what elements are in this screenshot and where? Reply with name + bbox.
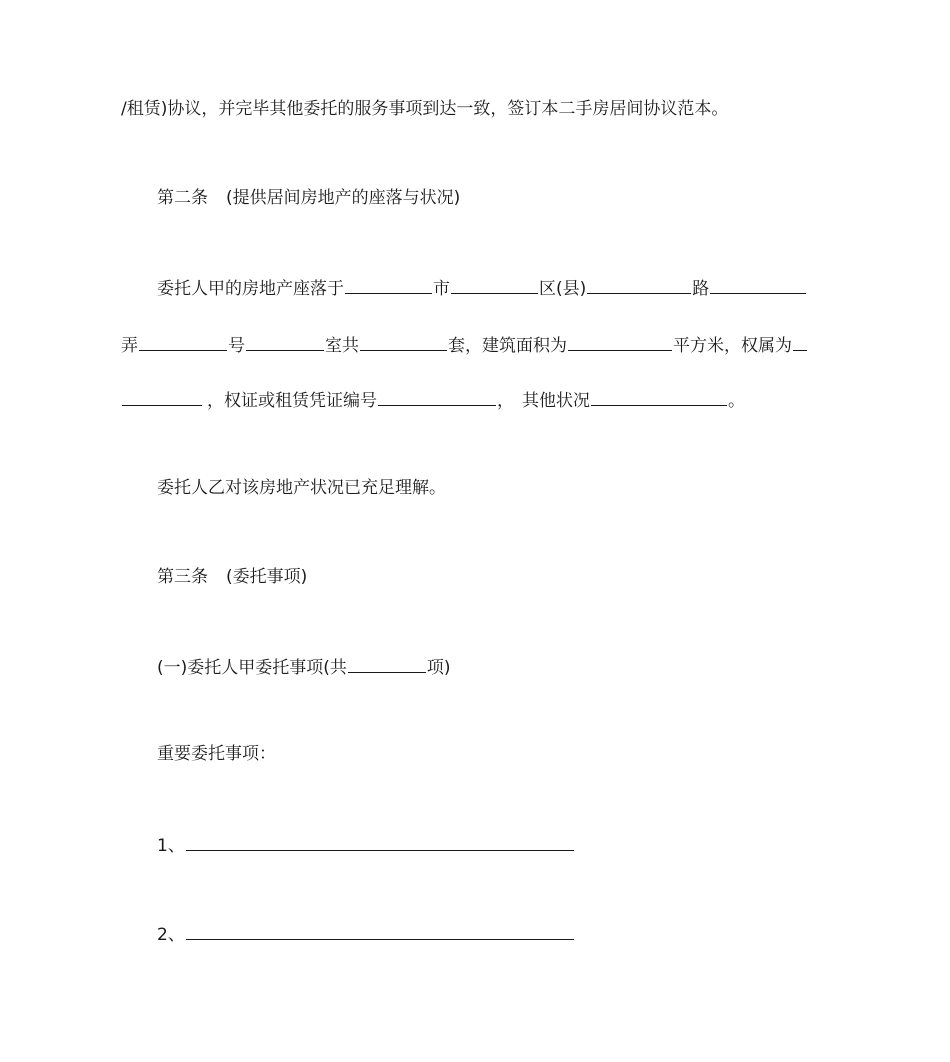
text-items: 项)	[426, 658, 451, 678]
blank-number[interactable]	[139, 333, 227, 351]
matter-item-2	[157, 922, 575, 944]
text-number: 号	[228, 336, 245, 356]
text-location-intro: 委托人甲的房地产座落于	[157, 279, 344, 299]
text-comma: ，	[497, 391, 514, 411]
text-road: 路	[692, 279, 710, 299]
article-2-subtitle: (提供居间房地产的座落与状况)	[226, 188, 461, 208]
text-other-status: 其他状况	[522, 391, 590, 411]
text-building-area: 套，建筑面积为	[448, 336, 567, 356]
text-party-a-matters: (一)委托人甲委托事项(共	[157, 658, 347, 678]
blank-ownership-start[interactable]	[793, 333, 807, 351]
property-detail-line	[121, 333, 808, 355]
blank-district[interactable]	[451, 276, 538, 294]
blank-road[interactable]	[587, 276, 691, 294]
blank-matter-count[interactable]	[348, 655, 426, 673]
article-3-title: 第三条	[157, 567, 208, 587]
blank-certificate-number[interactable]	[378, 388, 496, 406]
blank-item-1[interactable]	[186, 833, 574, 851]
paragraph-continuation: /租赁)协议，并完毕其他委托的服务事项到达一致，签订本二手房居间协议范本。	[121, 99, 729, 119]
item-2-number: 2、	[157, 925, 185, 945]
blank-area[interactable]	[568, 333, 672, 351]
blank-lane[interactable]	[710, 276, 806, 294]
article-2-title: 第二条	[157, 188, 208, 208]
blank-city[interactable]	[345, 276, 432, 294]
certificate-line	[121, 388, 745, 410]
blank-other-status[interactable]	[591, 388, 727, 406]
text-room-total: 室共	[325, 336, 359, 356]
text-city: 市	[433, 279, 450, 299]
article-2-heading	[157, 187, 460, 209]
blank-ownership[interactable]	[122, 388, 202, 406]
party-b-understanding: 委托人乙对该房地产状况已充足理解。	[157, 478, 446, 498]
party-a-matters-line	[157, 655, 451, 677]
blank-item-2[interactable]	[186, 922, 574, 940]
property-location-line	[157, 276, 807, 298]
text-certificate: ，权证或租赁凭证编号	[207, 391, 377, 411]
text-period: 。	[728, 391, 745, 411]
text-district: 区(县)	[539, 279, 587, 299]
blank-sets[interactable]	[360, 333, 447, 351]
main-matters-heading: 重要委托事项：	[157, 744, 276, 764]
text-lane: 弄	[121, 336, 138, 356]
article-3-heading	[157, 566, 307, 588]
item-1-number: 1、	[157, 836, 185, 856]
matter-item-1	[157, 833, 575, 855]
blank-room[interactable]	[246, 333, 324, 351]
text-ownership: 平方米，权属为	[673, 336, 792, 356]
article-3-subtitle: (委托事项)	[226, 567, 308, 587]
